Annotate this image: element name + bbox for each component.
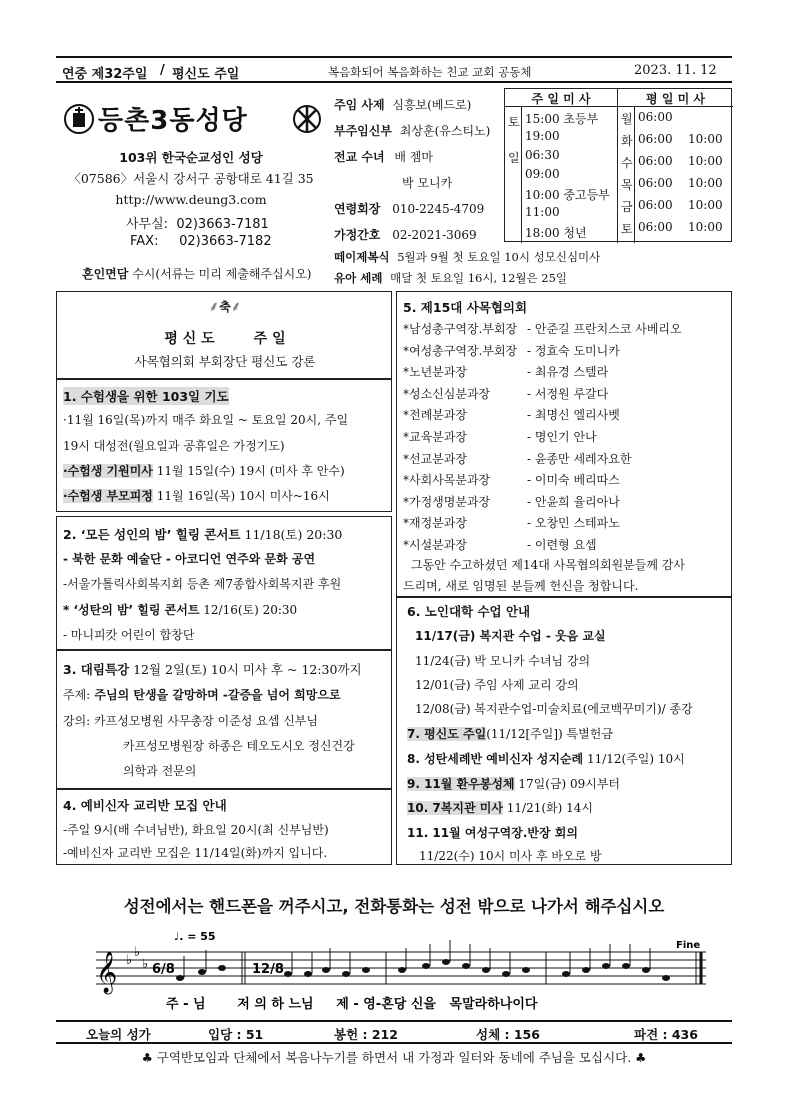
- sunday-theme-box: [56, 291, 392, 379]
- notice-item-rest: 11/21(화) 14시: [502, 801, 593, 815]
- council-role: *성소신심분과장: [403, 386, 491, 401]
- council-member-row: [403, 406, 620, 423]
- staff-name: 최상훈(유스티노): [399, 124, 491, 138]
- notice-item-main: 11. 11월 여성구역장.반장 회의: [407, 826, 578, 840]
- senior-line: 12/08(금) 복지관수업-미술치료(에코백꾸미기)/ 종강: [415, 702, 693, 716]
- notes: [176, 959, 670, 981]
- sunday-name: 평신도 주일: [172, 67, 240, 82]
- laurel-icon: ⸙축⸙: [208, 299, 242, 315]
- meeting-detail: 11/22(수) 10시 미사 후 바오로 방: [419, 849, 602, 863]
- staff-role: 부주임신부: [334, 124, 392, 138]
- notice-title: 1. 수험생을 위한 103일 기도: [63, 389, 229, 404]
- notice-line: [63, 712, 318, 729]
- sunday-title: 평 신 도 주 일: [164, 331, 286, 347]
- weekday-day: 화: [621, 134, 633, 148]
- weekday-time: 06:00: [638, 154, 673, 168]
- right-notices: [396, 597, 732, 865]
- notice-label: ·수험생 기원미사: [63, 464, 153, 478]
- council-box: [396, 291, 732, 597]
- weekday-day: 목: [621, 178, 633, 192]
- mass-time: 18:00 청년: [525, 226, 587, 240]
- flat-icon: ♭: [134, 945, 141, 960]
- music-score: [56, 926, 732, 1016]
- notice-item: [407, 725, 613, 742]
- sunday-mass-title: 주 일 미 사: [531, 92, 591, 106]
- council-member-row: [403, 493, 620, 510]
- council-name: - 최명신 엘리사벳: [527, 408, 620, 423]
- concert-title: * ‘성탄의 밤’ 힐링 콘서트: [63, 603, 200, 617]
- motto: 복음화되어 복음화하는 친교 교회 공동체: [328, 65, 532, 79]
- staff-role: 연령회장: [334, 202, 381, 216]
- council-role: *가정생명분과장: [403, 494, 491, 509]
- senior-line: 11/24(금) 박 모니카 수녀님 강의: [415, 654, 591, 668]
- notice-item: [407, 750, 685, 767]
- lecturer-text: 카프성모병원 사무총장 이준성 요셉 신부님: [90, 714, 318, 728]
- notice-title-date: 11/18(토) 20:30: [240, 527, 343, 542]
- notice-title: 6. 노인대학 수업 안내: [407, 604, 531, 619]
- notice-title-rest: 12월 2일(토) 10시 미사 후 ~ 12:30까지: [129, 662, 362, 677]
- weekday-time: 06:00: [638, 132, 673, 146]
- weekday-time: 10:00: [688, 198, 723, 212]
- staff-name: 배 젬마: [394, 150, 433, 164]
- staff-row: [402, 174, 452, 191]
- staff-row: [334, 122, 490, 139]
- extra-label: 유아 세례: [334, 271, 383, 285]
- chi-rho-icon: [292, 104, 322, 134]
- council-member-row: [403, 514, 620, 531]
- header-separator: /: [160, 63, 165, 78]
- weekday-time: 06:00: [638, 220, 673, 234]
- weekday-day: 금: [621, 200, 633, 214]
- council-name: - 명인기 안나: [527, 430, 597, 444]
- council-role: *노년분과장: [403, 365, 467, 380]
- weekday-day: 토: [621, 222, 633, 236]
- notice-line: -예비신자 교리반 모집은 11/14일(화)까지 입니다.: [63, 846, 328, 860]
- notice-title-main: 2. ‘모든 성인의 밤’ 힐링 콘서트: [63, 527, 241, 542]
- notice-4: [56, 789, 392, 865]
- notice-item-main: 8. 성탄세례반 예비신자 성지순례: [407, 752, 584, 766]
- staff-name: 02-2021-3069: [392, 228, 477, 242]
- weekday-time: 10:00: [688, 220, 723, 234]
- time-signature: 12/8: [252, 962, 284, 977]
- council-member-row: [403, 471, 620, 488]
- phone-notice: 성전에서는 핸드폰을 꺼주시고, 전화통화는 성전 밖으로 나가서 해주십시오: [123, 897, 665, 916]
- hymns-label: 오늘의 성가: [86, 1027, 151, 1042]
- council-name: - 정효숙 도미니카: [527, 343, 620, 358]
- staff-role: 가정간호: [334, 228, 381, 242]
- notice-item-main: 9. 11월 환우봉성체: [407, 777, 515, 791]
- notice-line: -서울가톨릭사회복지회 등촌 제7종합사회복지관 후원: [63, 577, 342, 591]
- sunday-label: 일: [508, 151, 520, 165]
- mass-time: 09:00: [525, 167, 560, 181]
- church-emblem-icon: [64, 102, 94, 136]
- mass-time: 06:30: [525, 148, 560, 162]
- staff-name: 박 모니카: [402, 176, 453, 190]
- tempo-marking: ♩. = 55: [174, 930, 216, 943]
- hymn-item: 입당 : 51: [208, 1027, 264, 1042]
- council-name: - 이미숙 베리따스: [527, 473, 620, 488]
- extra-info-row: [334, 249, 600, 265]
- notice-item: [407, 775, 620, 792]
- notice-item-main: 7. 평신도 주일: [407, 727, 487, 741]
- council-member-row: [403, 320, 682, 337]
- staff-row: [334, 226, 477, 243]
- parish-url[interactable]: http://www.deung3.com: [115, 192, 267, 207]
- parish-patron: 103위 한국순교성인 성당: [119, 150, 263, 165]
- council-member-row: [403, 428, 597, 445]
- hymn-item: 성체 : 156: [476, 1027, 540, 1042]
- council-name: - 오창민 스테파노: [527, 516, 620, 531]
- council-name: - 안윤희 율리아나: [527, 494, 620, 509]
- weekday-time: 06:00: [638, 198, 673, 212]
- council-member-row: [403, 536, 597, 553]
- notice-line: [63, 686, 341, 703]
- notice-3: [56, 650, 392, 789]
- lecturer-label: 강의:: [63, 714, 91, 728]
- council-role: *선교분과장: [403, 451, 467, 466]
- council-role: *시설분과장: [403, 538, 467, 552]
- time-signature: 6/8: [152, 962, 175, 977]
- saturday-label: 토: [508, 115, 520, 129]
- notice-title: [63, 525, 342, 543]
- notice-text: 11월 15일(수) 19시 (미사 후 안수): [152, 464, 345, 478]
- notice-title: [63, 660, 362, 678]
- notice-item-rest: 17일(금) 09시부터: [514, 777, 621, 791]
- notice-line: 카프성모병원장 하종은 테오도시오 정신건강: [123, 739, 355, 753]
- council-role: *교육분과장: [403, 430, 467, 444]
- lyrics: 주 - 님 저 의 하 느님 제 - 영-혼당 신을 목말라하나이다: [166, 997, 538, 1012]
- hymn-item: 파견 : 436: [634, 1027, 698, 1042]
- notice-item: [407, 799, 593, 816]
- extra-text: 매달 첫 토요일 16시, 12월은 25일: [390, 271, 568, 285]
- council-name: - 안준길 프란치스코 사베리오: [527, 322, 682, 336]
- weekday-time: 06:00: [638, 110, 673, 124]
- notice-title-main: 3. 대림특강: [63, 662, 130, 677]
- notice-text: 11월 16일(목) 10시 미사~16시: [152, 489, 330, 503]
- weekday-time: 10:00: [688, 176, 723, 190]
- notice-title: 4. 예비신자 교리반 모집 안내: [63, 798, 227, 813]
- treble-clef-icon: 𝄞: [96, 952, 118, 993]
- parish-name: 등촌3동성당: [98, 106, 248, 136]
- marriage-info: [82, 265, 312, 282]
- weekday-day: 월: [621, 112, 633, 126]
- mass-time: 15:00 초등부: [525, 112, 599, 126]
- parish-address: 〈07586〉서울시 강서구 공항대로 41길 35: [68, 171, 314, 186]
- council-name: - 서정원 루갈다: [527, 386, 609, 401]
- council-member-row: [403, 385, 608, 402]
- council-name: - 최유경 스텔라: [527, 365, 609, 380]
- theme-label: 주제:: [63, 688, 91, 702]
- council-role: *전례분과장: [403, 408, 467, 423]
- council-role: *재정분과장: [403, 516, 467, 531]
- notice-1: [56, 379, 392, 512]
- theme-text: 주님의 탄생을 갈망하며 -갈증을 넘어 희망으로: [90, 688, 341, 702]
- marriage-label: 혼인면담: [82, 267, 129, 281]
- council-closing: 드리며, 새로 임명된 분들께 헌신을 청합니다.: [403, 579, 639, 593]
- celebration-badge: 축: [219, 300, 231, 314]
- hymn-item: 봉헌 : 212: [334, 1027, 398, 1042]
- staff-name: 심흥보(베드로): [392, 98, 472, 112]
- weekday-time: 10:00: [688, 154, 723, 168]
- notice-2: [56, 516, 392, 650]
- notice-item-main: 10. 7복지관 미사: [407, 801, 503, 815]
- fine-marking: Fine: [676, 940, 701, 951]
- staff-row: [334, 148, 433, 165]
- notice-item-rest: 11/12(주일) 10시: [583, 752, 685, 766]
- marriage-text: 수시(서류는 미리 제출해주십시오): [132, 267, 312, 281]
- council-name: - 이련형 요셉: [527, 538, 597, 552]
- mass-time: 10:00 중고등부: [525, 188, 610, 202]
- mass-time: 19:00: [525, 129, 560, 143]
- flat-icon: ♭: [142, 957, 149, 972]
- mass-time: 11:00: [525, 205, 560, 219]
- footer-message: ♣ 구역반모임과 단체에서 복음나누기를 하면서 내 가정과 일터와 동네에 주님을 모십시다. ♣: [141, 1050, 647, 1065]
- council-closing: 그동안 수고하셨던 제14대 사목협의회원분들께 감사: [411, 558, 685, 572]
- council-role: *사회사목분과장: [403, 473, 491, 488]
- extra-text: 5월과 9월 첫 토요일 10시 성모신심미사: [397, 250, 601, 264]
- weekday-time: 10:00: [688, 132, 723, 146]
- notice-line: 의학과 전문의: [123, 764, 197, 778]
- extra-info-row: [334, 270, 567, 286]
- week-label: 연중 제32주일: [62, 67, 148, 82]
- sunday-subtitle: 사목협의회 부회장단 평신도 강론: [134, 354, 316, 369]
- council-member-row: [403, 342, 620, 359]
- flat-icon: ♭: [126, 953, 133, 968]
- council-role: *남성총구역장.부회장: [403, 322, 518, 336]
- notice-line: 19시 대성전(월요일과 공휴일은 가정기도): [63, 439, 285, 453]
- notice-line: - 마니피캇 어린이 합창단: [63, 628, 195, 642]
- council-role: *여성총구역장.부회장: [403, 343, 518, 358]
- notice-line: -주일 9시(배 수녀님반), 화요일 20시(최 신부님반): [63, 823, 329, 837]
- top-header: [56, 56, 732, 83]
- notice-line: - 북한 문화 예술단 - 아코디언 연주와 문화 공연: [63, 552, 316, 566]
- office-phone: 사무실: 02)3663-7181: [126, 217, 269, 232]
- council-name: - 윤종만 세레자요한: [527, 451, 632, 466]
- date: 2023. 11. 12: [634, 63, 717, 78]
- concert-date: 12/16(토) 20:30: [199, 603, 298, 617]
- parish-logo-block: [56, 92, 326, 292]
- staff-role: 주임 사제: [334, 98, 385, 112]
- weekday-mass-title: 평 일 미 사: [646, 92, 705, 106]
- notice-line: [63, 601, 297, 618]
- notice-line: [63, 462, 345, 479]
- council-title: 5. 제15대 사목협의회: [403, 300, 528, 315]
- staff-row: [334, 200, 484, 217]
- notice-line: ·11월 16일(목)까지 매주 화요일 ~ 토요일 20시, 주일: [63, 413, 349, 427]
- notice-label: ·수험생 부모피정: [63, 489, 153, 503]
- senior-line: 11/17(금) 복지관 수업 - 웃음 교실: [415, 629, 606, 643]
- notice-item: [407, 824, 578, 841]
- notice-line: [63, 487, 330, 504]
- staff-role: 전교 수녀: [334, 150, 385, 164]
- staff-list: [334, 92, 502, 242]
- council-member-row: [403, 363, 608, 380]
- notice-item-rest: (11/12[주일]) 특별헌금: [486, 727, 613, 741]
- weekday-day: 수: [621, 156, 633, 170]
- mass-schedule: [504, 88, 732, 242]
- extra-label: 떼이제복식: [334, 250, 390, 264]
- council-member-row: [403, 450, 631, 467]
- staff-name: 010-2245-4709: [392, 202, 485, 216]
- senior-line: 12/01(금) 주임 사제 교리 강의: [415, 678, 579, 692]
- fax-number: FAX: 02)3663-7182: [130, 234, 272, 249]
- hymns-row: [56, 1020, 732, 1044]
- staff-row: [334, 96, 471, 113]
- weekday-time: 06:00: [638, 176, 673, 190]
